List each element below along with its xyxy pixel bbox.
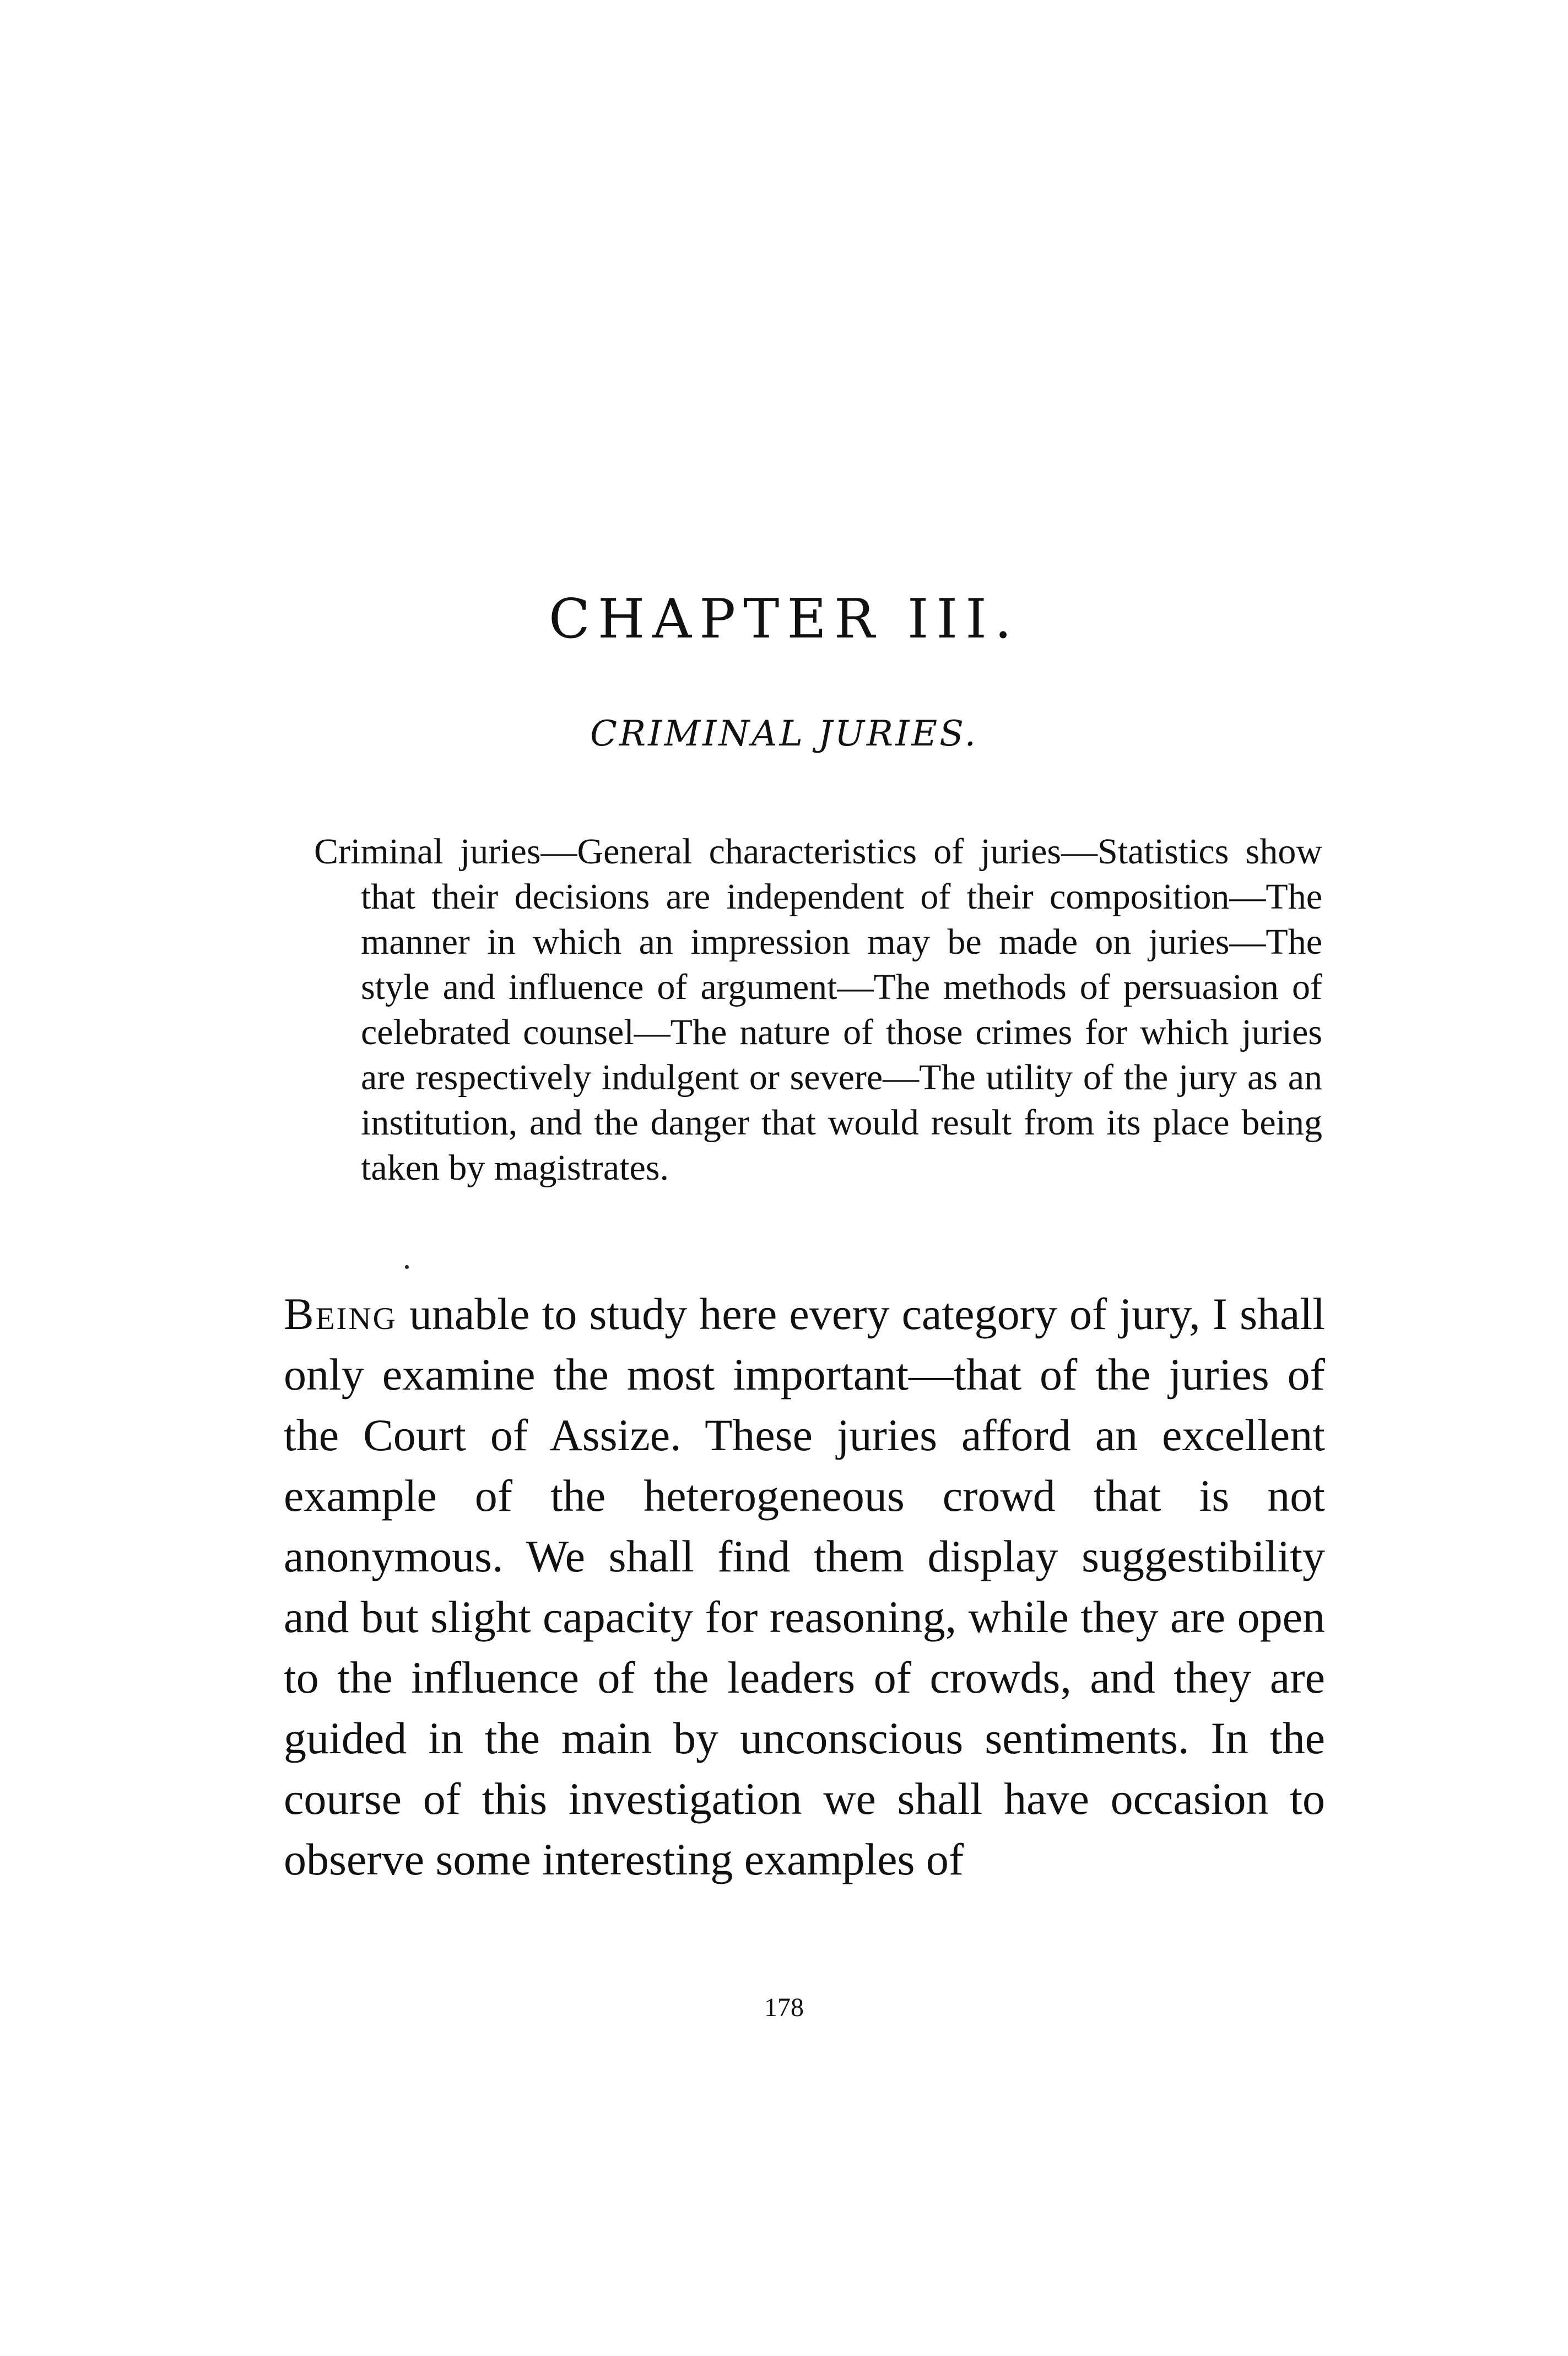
- paragraph-lead-word: Being: [284, 1289, 397, 1339]
- paragraph-text: unable to study here every category of jury, I shall only examine the most important—that of the juries of the Court of Assize. These juries afford an excellent example of the heterogeneous crowd that is not anonymous. We shall find them display suggestibility and but slight capacity for reasoning, while they are open to the influence of the leaders of crowds, and they are guided in the main by unconscious sentiments. In the course of this investigation we shall have occasion to observe some interesting examples of: [284, 1289, 1325, 1884]
- stray-ink-dot: [405, 1265, 409, 1269]
- chapter-heading: CHAPTER III.: [548, 588, 1020, 651]
- page-number: 178: [764, 1993, 804, 2022]
- body-paragraph: [284, 1284, 1325, 1890]
- chapter-synopsis: Criminal juries—General characteristics of juries—Statistics show that their decisions are independent of their composition—The manner in which an impression may be made on juries—The style and influence of argument—The methods of persuasion of celebrated counsel—The nature of those crimes for which juries are respectively indulgent or severe—The utility of the jury as an institution, and the danger that would result from its place being taken by magistrates.: [314, 831, 1322, 1188]
- chapter-subtitle: CRIMINAL JURIES.: [590, 714, 978, 754]
